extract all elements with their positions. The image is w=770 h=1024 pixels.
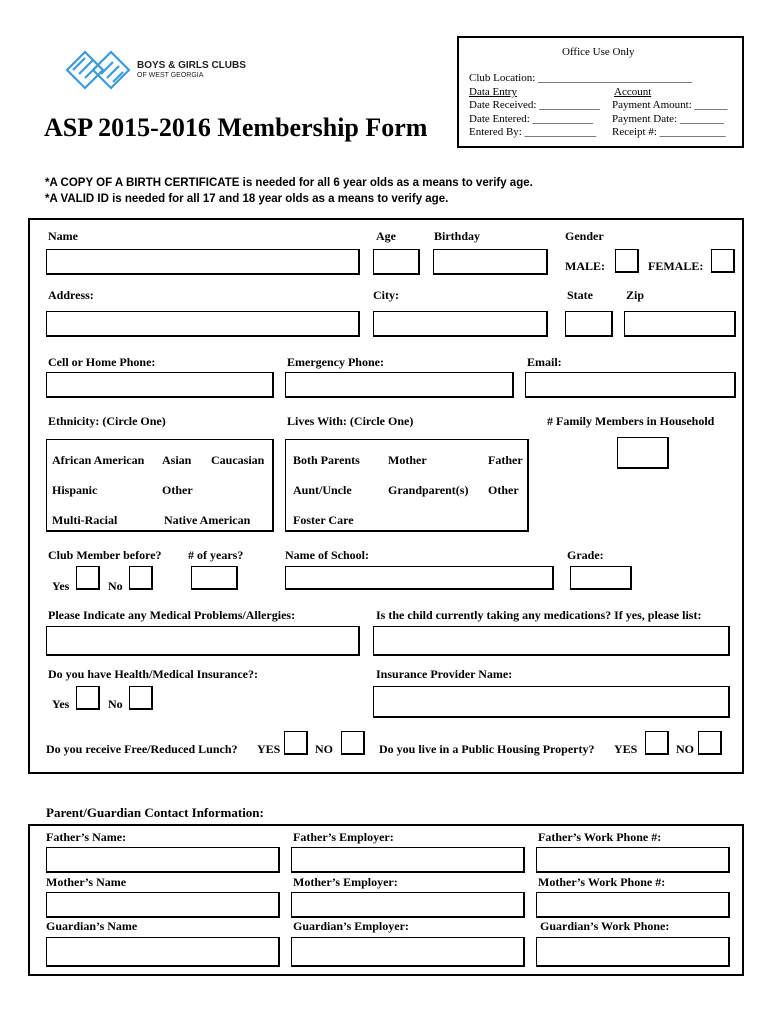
entered-by: Entered By: _____________ bbox=[469, 126, 597, 138]
cell-phone-label: Cell or Home Phone: bbox=[48, 355, 156, 369]
father-name-field[interactable] bbox=[46, 847, 280, 873]
guardian-employer-field[interactable] bbox=[291, 937, 525, 967]
father-phone-label: Father’s Work Phone #: bbox=[538, 830, 662, 844]
eth-other[interactable]: Other bbox=[162, 483, 193, 497]
father-phone-field[interactable] bbox=[536, 847, 730, 873]
lives-aunt-uncle[interactable]: Aunt/Uncle bbox=[293, 483, 352, 497]
housing-yes-label: YES bbox=[614, 742, 638, 756]
male-label: MALE: bbox=[565, 259, 605, 273]
medical-problems-field[interactable] bbox=[46, 626, 360, 656]
cell-phone-field[interactable] bbox=[46, 372, 274, 398]
eth-multi-racial[interactable]: Multi-Racial bbox=[52, 513, 118, 527]
lives-father[interactable]: Father bbox=[488, 453, 523, 467]
payment-amount: Payment Amount: ______ bbox=[612, 99, 728, 111]
city-label: City: bbox=[373, 288, 399, 302]
father-name-label: Father’s Name: bbox=[46, 830, 127, 844]
receipt-number: Receipt #: ____________ bbox=[612, 126, 726, 138]
age-field[interactable] bbox=[373, 249, 420, 275]
email-label: Email: bbox=[527, 355, 562, 369]
housing-no-label: NO bbox=[676, 742, 694, 756]
date-received: Date Received: ___________ bbox=[469, 99, 600, 111]
medications-label: Is the child currently taking any medications? If yes, please list: bbox=[376, 608, 702, 622]
school-label: Name of School: bbox=[285, 548, 369, 562]
school-field[interactable] bbox=[285, 566, 554, 590]
family-members-label: # Family Members in Household bbox=[547, 414, 715, 428]
birthday-field[interactable] bbox=[433, 249, 548, 275]
female-label: FEMALE: bbox=[648, 259, 704, 273]
eth-native-american[interactable]: Native American bbox=[164, 513, 251, 527]
page-title: ASP 2015-2016 Membership Form bbox=[44, 113, 428, 142]
state-label: State bbox=[567, 288, 593, 302]
housing-no-checkbox[interactable] bbox=[698, 731, 722, 755]
logo-line2: OF WEST GEORGIA bbox=[137, 72, 204, 79]
guardian-employer-label: Guardian’s Employer: bbox=[293, 919, 409, 933]
guardian-phone-field[interactable] bbox=[536, 937, 730, 967]
years-label: # of years? bbox=[188, 548, 244, 562]
guardian-phone-label: Guardian’s Work Phone: bbox=[540, 919, 670, 933]
eth-hispanic[interactable]: Hispanic bbox=[52, 483, 98, 497]
emergency-phone-field[interactable] bbox=[285, 372, 514, 398]
father-employer-field[interactable] bbox=[291, 847, 525, 873]
bgc-logo-icon bbox=[63, 48, 135, 92]
account-label: Account bbox=[614, 86, 652, 98]
date-entered: Date Entered: ___________ bbox=[469, 113, 594, 125]
city-field[interactable] bbox=[373, 311, 548, 337]
male-checkbox[interactable] bbox=[615, 249, 639, 273]
years-field[interactable] bbox=[191, 566, 238, 590]
insurance-yes-label: Yes bbox=[52, 697, 70, 711]
emergency-phone-label: Emergency Phone: bbox=[287, 355, 384, 369]
lunch-no-checkbox[interactable] bbox=[341, 731, 365, 755]
medical-problems-label: Please Indicate any Medical Problems/Allergies: bbox=[48, 608, 296, 622]
name-label: Name bbox=[48, 229, 78, 243]
lives-mother[interactable]: Mother bbox=[388, 453, 427, 467]
club-no-label: No bbox=[108, 579, 123, 593]
address-field[interactable] bbox=[46, 311, 360, 337]
ethnicity-box bbox=[46, 439, 274, 532]
club-no-checkbox[interactable] bbox=[129, 566, 153, 590]
gender-label: Gender bbox=[565, 229, 604, 243]
mother-phone-label: Mother’s Work Phone #: bbox=[538, 875, 666, 889]
data-entry-label: Data Entry bbox=[469, 86, 517, 98]
lunch-yes-label: YES bbox=[257, 742, 281, 756]
name-field[interactable] bbox=[46, 249, 360, 275]
logo bbox=[63, 48, 263, 92]
insurance-no-checkbox[interactable] bbox=[129, 686, 153, 710]
medications-field[interactable] bbox=[373, 626, 730, 656]
father-employer-label: Father’s Employer: bbox=[293, 830, 394, 844]
eth-african-american[interactable]: African American bbox=[52, 453, 145, 467]
housing-label: Do you live in a Public Housing Property? bbox=[379, 742, 595, 756]
health-insurance-label: Do you have Health/Medical Insurance?: bbox=[48, 667, 258, 681]
club-member-before-label: Club Member before? bbox=[48, 548, 162, 562]
state-field[interactable] bbox=[565, 311, 613, 337]
mother-employer-label: Mother’s Employer: bbox=[293, 875, 398, 889]
insurance-provider-field[interactable] bbox=[373, 686, 730, 718]
eth-asian[interactable]: Asian bbox=[162, 453, 192, 467]
mother-phone-field[interactable] bbox=[536, 892, 730, 918]
lunch-yes-checkbox[interactable] bbox=[284, 731, 308, 755]
lives-grandparents[interactable]: Grandparent(s) bbox=[388, 483, 469, 497]
insurance-yes-checkbox[interactable] bbox=[76, 686, 100, 710]
housing-yes-checkbox[interactable] bbox=[645, 731, 669, 755]
family-members-field[interactable] bbox=[617, 437, 669, 469]
note-birth-certificate: *A COPY OF A BIRTH CERTIFICATE is needed for all 6 year olds as a means to verify age. bbox=[45, 177, 533, 189]
insurance-no-label: No bbox=[108, 697, 123, 711]
parent-heading: Parent/Guardian Contact Information: bbox=[46, 805, 264, 820]
payment-date: Payment Date: ________ bbox=[612, 113, 724, 125]
lunch-label: Do you receive Free/Reduced Lunch? bbox=[46, 742, 238, 756]
zip-field[interactable] bbox=[624, 311, 736, 337]
lives-with-label: Lives With: (Circle One) bbox=[287, 414, 414, 428]
guardian-name-label: Guardian’s Name bbox=[46, 919, 138, 933]
note-valid-id: *A VALID ID is needed for all 17 and 18 year olds as a means to verify age. bbox=[45, 193, 449, 205]
eth-caucasian[interactable]: Caucasian bbox=[211, 453, 265, 467]
grade-label: Grade: bbox=[567, 548, 604, 562]
club-yes-label: Yes bbox=[52, 579, 70, 593]
guardian-name-field[interactable] bbox=[46, 937, 280, 967]
address-label: Address: bbox=[48, 288, 94, 302]
ethnicity-label: Ethnicity: (Circle One) bbox=[48, 414, 166, 428]
club-location: Club Location: ____________________________ bbox=[469, 72, 693, 84]
lives-other[interactable]: Other bbox=[488, 483, 519, 497]
office-use-box bbox=[457, 36, 744, 148]
zip-label: Zip bbox=[626, 288, 645, 302]
mother-employer-field[interactable] bbox=[291, 892, 525, 918]
grade-field[interactable] bbox=[570, 566, 632, 590]
mother-name-field[interactable] bbox=[46, 892, 280, 918]
mother-name-label: Mother’s Name bbox=[46, 875, 127, 889]
age-label: Age bbox=[376, 229, 396, 243]
lives-with-box bbox=[285, 439, 529, 532]
lunch-no-label: NO bbox=[315, 742, 333, 756]
email-field[interactable] bbox=[525, 372, 736, 398]
birthday-label: Birthday bbox=[434, 229, 481, 243]
club-yes-checkbox[interactable] bbox=[76, 566, 100, 590]
insurance-provider-label: Insurance Provider Name: bbox=[376, 667, 513, 681]
logo-line1: BOYS & GIRLS CLUBS bbox=[137, 60, 246, 71]
lives-both-parents[interactable]: Both Parents bbox=[293, 453, 360, 467]
lives-foster-care[interactable]: Foster Care bbox=[293, 513, 354, 527]
office-heading: Office Use Only bbox=[562, 46, 635, 58]
female-checkbox[interactable] bbox=[711, 249, 735, 273]
